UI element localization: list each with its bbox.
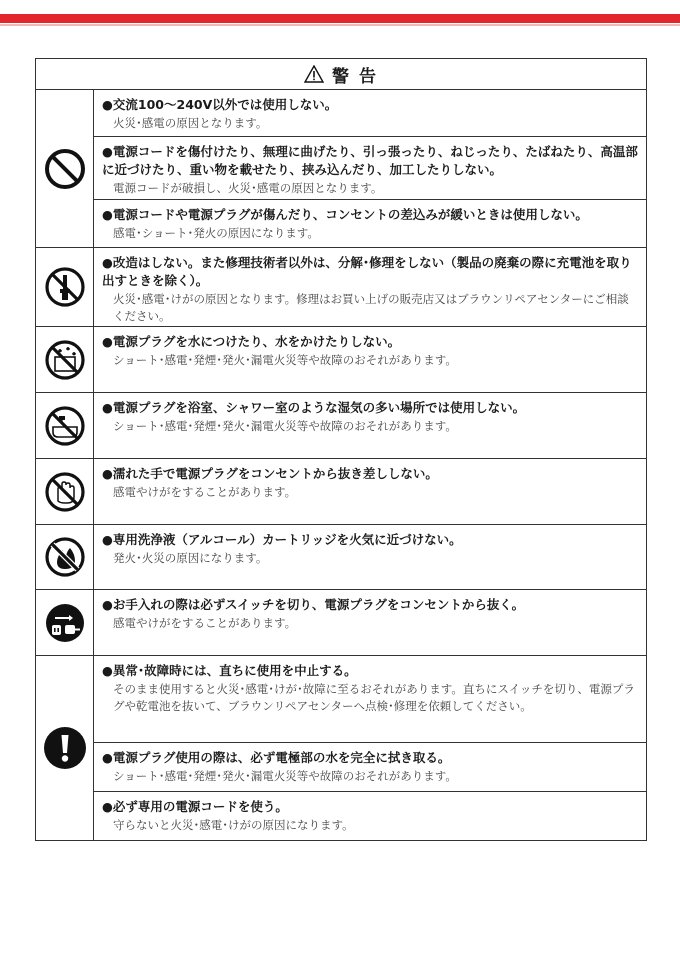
item-heading: ●電源コードを傷付けたり、無理に曲げたり、引っ張ったり、ねじったり、たばねたり、高温部に近づけたり、重い物を載せたり、挟み込んだり、加工したりしない。 — [102, 144, 638, 177]
warning-item — [94, 459, 647, 525]
warning-item — [94, 137, 647, 200]
item-heading: ●必ず専用の電源コードを使う。 — [102, 799, 288, 814]
warning-item — [94, 248, 647, 327]
icon-cell — [36, 327, 94, 393]
warning-item — [94, 525, 647, 590]
item-heading: ●専用洗浄液（アルコール）カートリッジを火気に近づけない。 — [102, 532, 462, 547]
warning-item — [94, 656, 647, 743]
top-red-bar — [0, 14, 680, 23]
item-description: ショート･感電･発煙･発火･漏電火災等や故障のおそれがあります。 — [113, 353, 457, 367]
item-heading: ●異常･故障時には、直ちに使用を中止する。 — [102, 663, 357, 678]
item-heading: ●お手入れの際は必ずスイッチを切り、電源プラグをコンセントから抜く。 — [102, 597, 525, 612]
item-heading: ●電源コードや電源プラグが傷んだり、コンセントの差込みが緩いときは使用しない。 — [102, 207, 588, 222]
warning-title: 警 告 — [332, 66, 378, 87]
warning-item — [94, 393, 647, 459]
icon-cell — [36, 393, 94, 459]
item-heading: ●電源プラグを浴室、シャワー室のような湿気の多い場所では使用しない。 — [102, 400, 526, 415]
unplug-icon — [44, 602, 86, 644]
no-wet-hands-icon — [44, 471, 86, 513]
warning-triangle-icon — [304, 65, 324, 83]
no-fire-icon — [44, 536, 86, 578]
item-heading: ●電源プラグを水につけたり、水をかけたりしない。 — [102, 334, 401, 349]
item-heading: ●改造はしない。また修理技術者以外は、分解･修理をしない（製品の廃棄の際に充電池を取り出すときを除く）。 — [102, 255, 632, 288]
no-disassembly-icon — [44, 266, 86, 308]
item-description: 感電やけがをすることがあります。 — [113, 616, 297, 630]
icon-cell — [36, 590, 94, 656]
warning-item — [94, 200, 647, 248]
warning-item — [94, 327, 647, 393]
mandatory-exclamation-icon — [43, 726, 87, 770]
icon-cell — [36, 90, 94, 248]
warning-item — [94, 792, 647, 841]
item-heading: ●電源プラグ使用の際は、必ず電極部の水を完全に拭き取る。 — [102, 750, 451, 765]
top-red-bar-shadow — [0, 24, 680, 26]
prohibition-icon — [44, 148, 86, 190]
item-description: 電源コードが破損し、火災･感電の原因となります。 — [113, 181, 383, 195]
icon-cell — [36, 459, 94, 525]
warning-table — [35, 58, 647, 841]
item-description: ショート･感電･発煙･発火･漏電火災等や故障のおそれがあります。 — [113, 419, 457, 433]
warning-header — [36, 59, 647, 90]
item-description: 発火･火災の原因になります。 — [113, 551, 268, 565]
item-description: 守らないと火災･感電･けがの原因になります。 — [113, 818, 354, 832]
item-heading: ●交流100〜240V以外では使用しない。 — [102, 97, 338, 112]
item-description: ショート･感電･発煙･発火･漏電火災等や故障のおそれがあります。 — [113, 769, 457, 783]
icon-cell — [36, 525, 94, 590]
item-description: 火災･感電･けがの原因となります。修理はお買い上げの販売店又はブラウンリペアセンターにご相談ください。 — [113, 292, 629, 323]
warning-item — [94, 90, 647, 137]
warning-item — [94, 743, 647, 792]
item-description: 火災･感電の原因となります。 — [113, 116, 268, 130]
no-water-icon — [44, 339, 86, 381]
item-heading: ●濡れた手で電源プラグをコンセントから抜き差ししない。 — [102, 466, 438, 481]
no-bath-icon — [44, 405, 86, 447]
icon-cell — [36, 248, 94, 327]
item-description: 感電やけがをすることがあります。 — [113, 485, 297, 499]
item-description: そのまま使用すると火災･感電･けが･故障に至るおそれがあります。直ちにスイッチを切り、電源プラグや乾電池を抜いて、ブラウンリペアセンターへ点検･修理を依頼してください。 — [113, 682, 635, 713]
warning-item — [94, 590, 647, 656]
icon-cell — [36, 656, 94, 841]
item-description: 感電･ショート･発火の原因になります。 — [113, 226, 319, 240]
